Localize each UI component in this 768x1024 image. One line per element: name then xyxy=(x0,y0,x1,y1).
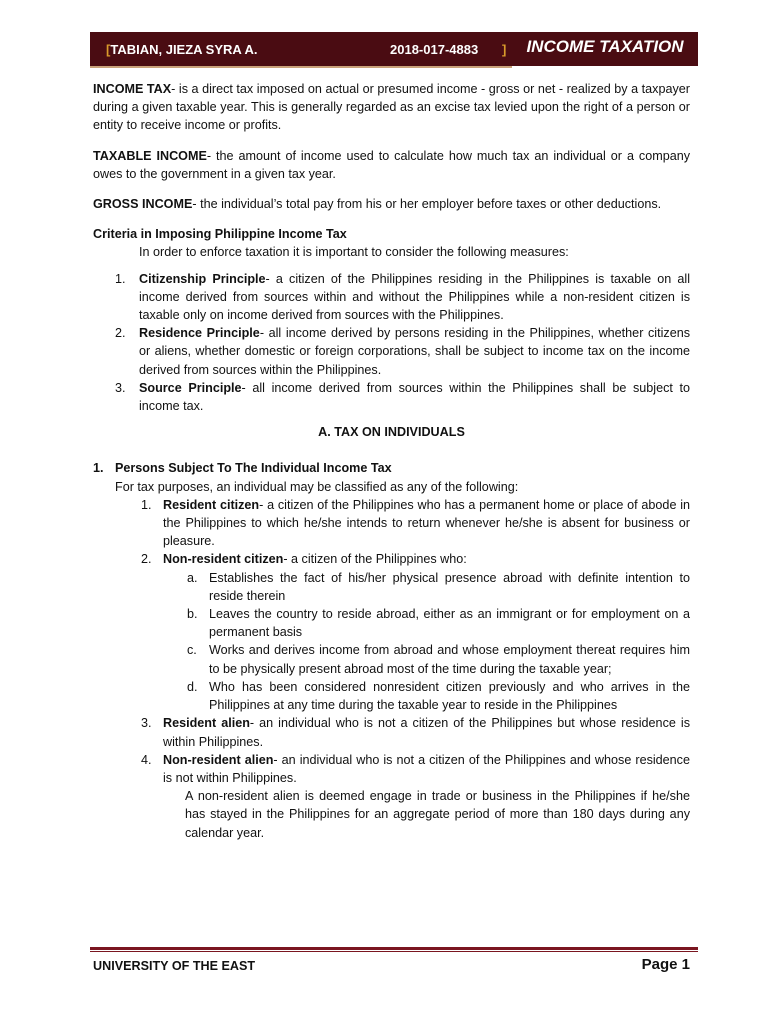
item-text: - all income derived by persons residing in the Philippines, whether citizens or aliens, whether domestic or foreign corporations, shall be subject to income tax on the income derived from sources within the Philippines. xyxy=(139,326,690,377)
sub-item xyxy=(187,641,690,677)
list-item xyxy=(141,496,690,551)
definition-text: - the amount of income used to calculate how much tax an individual or a company owes to the government in a given tax year. xyxy=(93,148,690,181)
footer-rule-thin xyxy=(90,951,698,952)
definition-term: TAXABLE INCOME xyxy=(93,148,207,163)
persons-title xyxy=(93,459,690,477)
list-item xyxy=(115,379,690,415)
item-term: Non-resident alien xyxy=(163,752,274,767)
persons-intro: For tax purposes, an individual may be classified as any of the following: xyxy=(115,479,519,494)
item-term: Resident citizen xyxy=(163,497,260,512)
item-text: Who has been considered nonresident citizen previously and who arrives in the Philippines at any time during the taxable year to reside in the Philippines xyxy=(209,679,690,713)
criteria-list xyxy=(93,270,690,416)
item-term: Source Principle xyxy=(139,380,242,395)
item-text: - a citizen of the Philippines who: xyxy=(283,552,467,567)
note-wrapper xyxy=(163,787,690,842)
page-header xyxy=(90,32,698,66)
definition-term: INCOME TAX xyxy=(93,82,172,96)
list-item xyxy=(115,324,690,379)
sub-item xyxy=(187,678,690,714)
item-term: Resident alien xyxy=(163,716,250,731)
footer-university: UNIVERSITY OF THE EAST xyxy=(93,959,256,973)
document-body xyxy=(93,80,690,842)
item-text: Establishes the fact of his/her physical presence abroad with definite intention to reside therein xyxy=(209,570,690,603)
bracket-open: [ xyxy=(106,42,111,57)
item-letter: c. xyxy=(187,643,197,658)
non-resident-alien-note: A non-resident alien is deemed engage in trade or business in the Philippines if he/she has stayed in the Philippines for an aggregate period of more than 180 days during any calendar year. xyxy=(185,789,690,840)
item-number: 2. xyxy=(141,552,152,567)
persons-title-text: Persons Subject To The Individual Income Tax xyxy=(115,461,392,476)
item-text: Works and derives income from abroad and whose employment thereat requires him to be physically present abroad most of the time during the taxable year; xyxy=(209,643,690,676)
item-number: 2. xyxy=(115,326,126,341)
definition-text: - the individual’s total pay from his or her employer before taxes or other deductions. xyxy=(192,197,662,212)
item-number: 3. xyxy=(141,716,152,731)
item-text: Leaves the country to reside abroad, either as an immigrant or for employment on a permanent basis xyxy=(209,607,690,640)
criteria-title: Criteria in Imposing Philippine Income Tax xyxy=(93,227,347,242)
section-title: A. TAX ON INDIVIDUALS xyxy=(318,425,465,440)
list-item xyxy=(141,751,690,842)
item-term: Citizenship Principle xyxy=(139,271,266,286)
item-letter: a. xyxy=(187,570,198,585)
item-letter: d. xyxy=(187,679,198,694)
header-name-block xyxy=(106,42,257,57)
bracket-close: ] xyxy=(502,42,507,57)
subject-title: INCOME TAXATION xyxy=(512,32,698,62)
sub-list xyxy=(163,569,690,715)
item-text: - an individual who is not a citizen of the Philippines and whose residence is not within Philippines. xyxy=(163,752,690,785)
item-number: 4. xyxy=(141,752,152,767)
list-item xyxy=(141,550,690,714)
item-number: 1. xyxy=(93,461,104,476)
individual-types-list xyxy=(93,496,690,842)
criteria-intro: In order to enforce taxation it is important to consider the following measures: xyxy=(139,245,569,260)
definition-income-tax xyxy=(93,80,690,135)
student-name: TABIAN, JIEZA SYRA A. xyxy=(110,42,258,57)
page-number: Page 1 xyxy=(641,956,690,973)
definition-term: GROSS INCOME xyxy=(93,197,193,212)
definition-taxable-income xyxy=(93,147,690,183)
item-text: - all income derived from sources within the Philippines shall be subject to income tax. xyxy=(139,380,690,414)
list-item xyxy=(141,714,690,750)
student-id: 2018-017-4883 xyxy=(390,42,479,57)
footer-rule-thick xyxy=(90,947,698,950)
sub-item xyxy=(187,605,690,641)
item-text: - an individual who is not a citizen of the Philippines but whose residence is within Philippines. xyxy=(163,716,690,749)
item-text: - a citizen of the Philippines who has a permanent home or place of abode in the Philippines to which he/she intends to return whenever he/she is absent for business or pleasure. xyxy=(163,497,690,549)
item-term: Residence Principle xyxy=(139,326,260,341)
definition-gross-income xyxy=(93,195,690,213)
header-underline xyxy=(90,66,512,68)
item-number: 1. xyxy=(141,497,152,512)
definition-text: - is a direct tax imposed on actual or presumed income - gross or net - realized by a taxpayer during a given taxable year. This is generally regarded as an excise tax levied upon the right of a person or entity to receive income or profits. xyxy=(93,82,690,133)
item-number: 3. xyxy=(115,380,126,395)
sub-item xyxy=(187,569,690,605)
persons-section xyxy=(93,459,690,841)
item-text: - a citizen of the Philippines residing in the Philippines is taxable on all income derived from sources within and without the Philippines while a non-resident citizen is taxable only on income derived from sources with the Philippines. xyxy=(139,271,691,323)
list-item xyxy=(115,270,691,325)
item-letter: b. xyxy=(187,607,198,622)
item-term: Non-resident citizen xyxy=(163,552,284,567)
item-number: 1. xyxy=(115,271,126,286)
